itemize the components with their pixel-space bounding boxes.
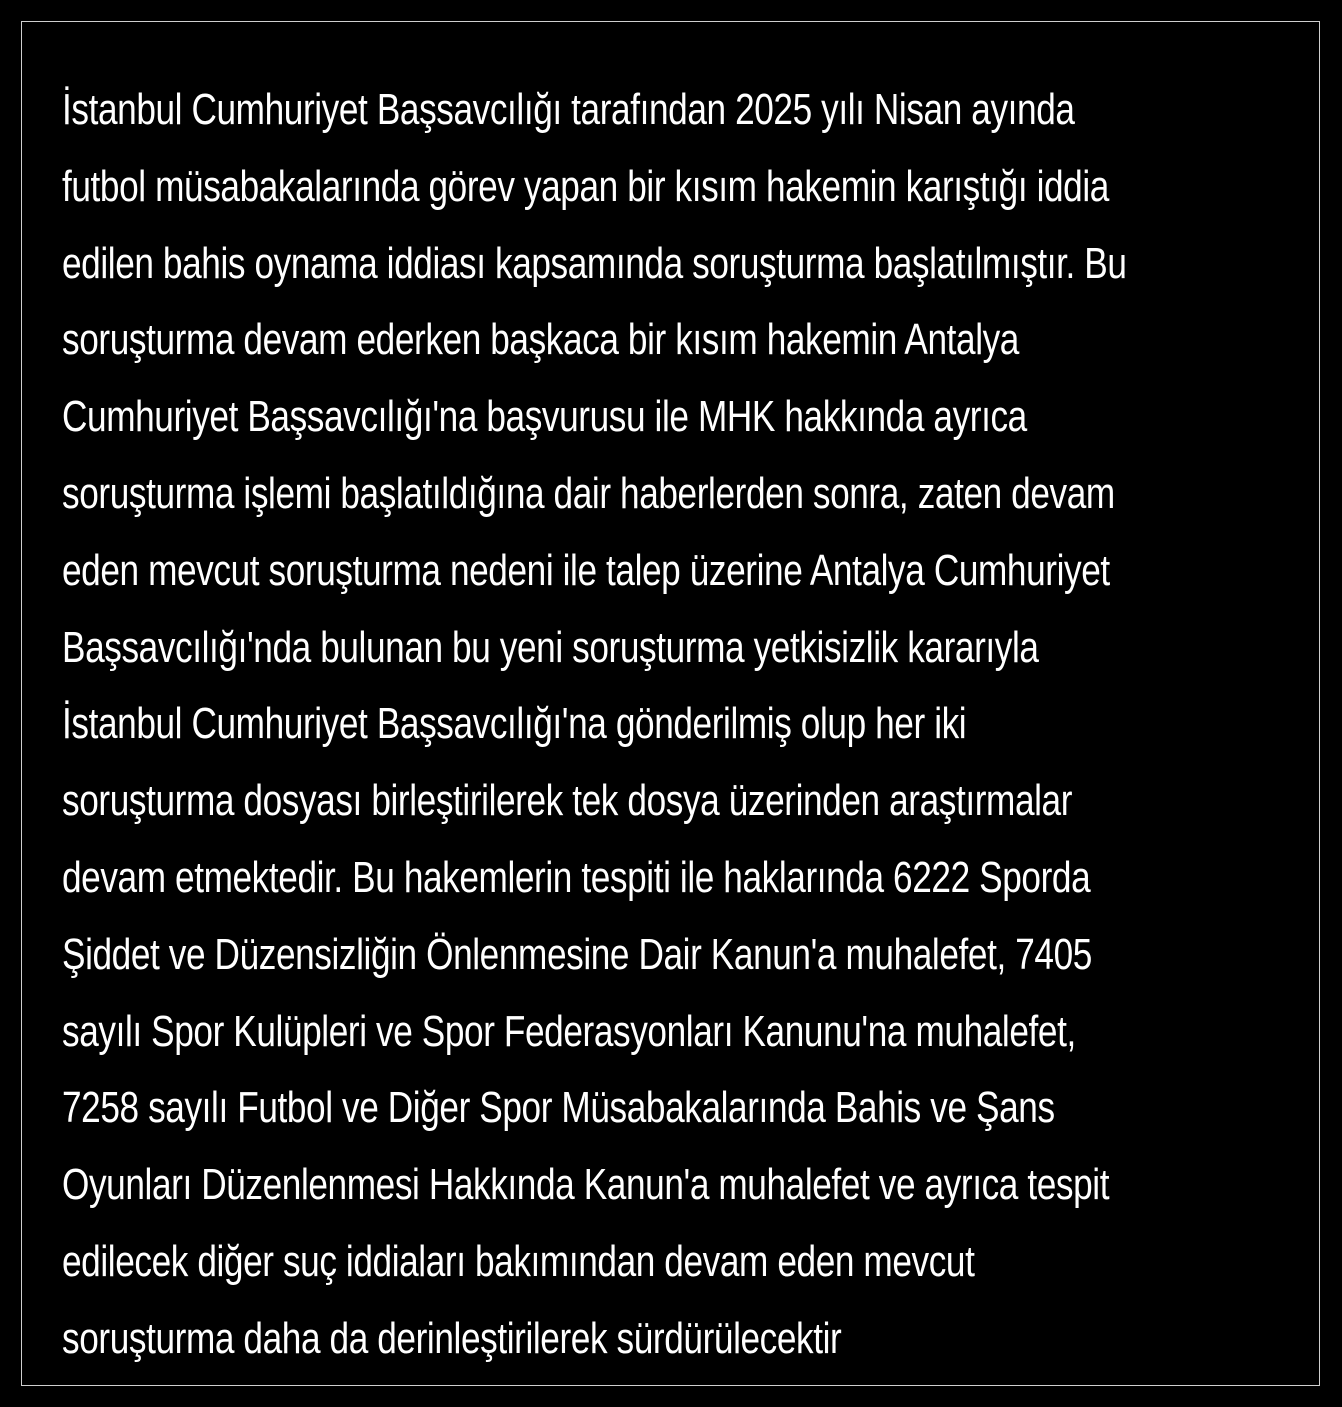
statement-line: 7258 sayılı Futbol ve Diğer Spor Müsabakalarında Bahis ve Şans (62, 1083, 1055, 1133)
statement-line: soruşturma işlemi başlatıldığına dair haberlerden sonra, zaten devam (62, 468, 1115, 518)
statement-line: sayılı Spor Kulüpleri ve Spor Federasyonları Kanunu'na muhalefet, (62, 1006, 1076, 1056)
statement-line: İstanbul Cumhuriyet Başsavcılığı'na gönderilmiş olup her iki (62, 699, 967, 749)
statement-line: soruşturma devam ederken başkaca bir kısım hakemin Antalya (62, 315, 1019, 365)
statement-text (62, 72, 1302, 1378)
statement-line: Cumhuriyet Başsavcılığı'na başvurusu ile MHK hakkında ayrıca (62, 392, 1027, 442)
statement-line: soruşturma daha da derinleştirilerek sürdürülecektir (62, 1313, 842, 1363)
statement-line: edilecek diğer suç iddiaları bakımından devam eden mevcut (62, 1236, 975, 1286)
statement-line: Oyunları Düzenlenmesi Hakkında Kanun'a muhalefet ve ayrıca tespit (62, 1160, 1110, 1210)
statement-line: İstanbul Cumhuriyet Başsavcılığı tarafından 2025 yılı Nisan ayında (62, 85, 1075, 134)
statement-line: soruşturma dosyası birleştirilerek tek dosya üzerinden araştırmalar (62, 776, 1073, 826)
statement-line: futbol müsabakalarında görev yapan bir kısım hakemin karıştığı iddia (62, 161, 1109, 211)
statement-line: Başsavcılığı'nda bulunan bu yeni soruşturma yetkisizlik kararıyla (62, 622, 1039, 672)
statement-line: edilen bahis oynama iddiası kapsamında soruşturma başlatılmıştır. Bu (62, 238, 1127, 288)
statement-line: Şiddet ve Düzensizliğin Önlenmesine Dair Kanun'a muhalefet, 7405 (62, 929, 1092, 979)
statement-frame (21, 21, 1320, 1386)
statement-line: devam etmektedir. Bu hakemlerin tespiti ile haklarında 6222 Sporda (62, 852, 1091, 902)
statement-line: eden mevcut soruşturma nedeni ile talep üzerine Antalya Cumhuriyet (62, 545, 1110, 595)
